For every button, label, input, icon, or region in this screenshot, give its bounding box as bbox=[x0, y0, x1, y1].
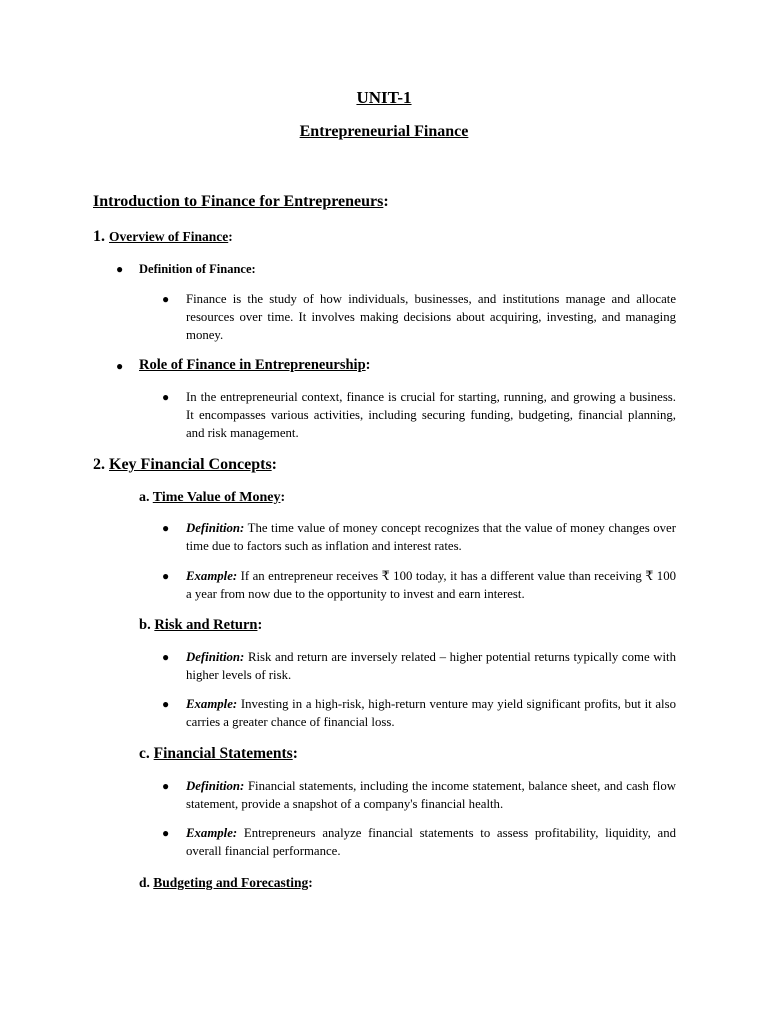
document-title: Entrepreneurial Finance bbox=[299, 123, 469, 140]
subsection-c-colon: : bbox=[292, 745, 298, 762]
intro-heading-text: Introduction to Finance for Entrepreneurs bbox=[93, 193, 384, 210]
definition-label: Definition: bbox=[186, 521, 245, 535]
financial-statements-example-item bbox=[162, 824, 676, 860]
section-2-colon: : bbox=[271, 456, 277, 473]
risk-return-definition-item bbox=[162, 648, 676, 684]
subsection-d-heading bbox=[139, 875, 313, 891]
subsection-b-title: Risk and Return bbox=[154, 617, 258, 633]
subsection-a-colon: : bbox=[280, 490, 286, 505]
subsection-a-prefix: a. bbox=[139, 490, 150, 505]
unit-title: UNIT-1 bbox=[356, 88, 412, 107]
section-2-title: Key Financial Concepts bbox=[109, 456, 272, 473]
role-of-finance-colon: : bbox=[365, 357, 371, 373]
subsection-d-title: Budgeting and Forecasting bbox=[153, 875, 309, 890]
bullet-icon: ● bbox=[162, 390, 170, 404]
risk-return-definition-text: Risk and return are inversely related – higher potential returns typically come with higher levels of risk. bbox=[186, 650, 677, 682]
subsection-b-colon: : bbox=[257, 617, 263, 633]
financial-statements-definition-item bbox=[162, 777, 676, 813]
intro-heading bbox=[93, 193, 389, 211]
time-value-definition-text: The time value of money concept recognizes that the value of money changes over time due to factors such as inflation and interest rates. bbox=[186, 521, 676, 553]
bullet-icon: ● bbox=[162, 826, 170, 840]
section-1-heading bbox=[93, 228, 233, 246]
bullet-icon: ● bbox=[162, 521, 170, 535]
subsection-c-heading bbox=[139, 745, 298, 763]
time-value-definition-item bbox=[162, 519, 676, 555]
bullet-icon: ● bbox=[162, 697, 170, 711]
time-value-example-item bbox=[162, 567, 676, 603]
role-of-finance-text-item bbox=[162, 388, 676, 442]
bullet-icon: ● bbox=[162, 779, 170, 793]
definition-label: Definition: bbox=[186, 779, 245, 793]
subsection-b-prefix: b. bbox=[139, 617, 151, 633]
example-label: Example: bbox=[186, 569, 238, 583]
definition-of-finance-text-item bbox=[162, 290, 676, 344]
definition-of-finance-text: Finance is the study of how individuals, businesses, and institutions manage and allocate resources over time. It involves making decisions about acquiring, investing, and managing money. bbox=[186, 292, 676, 342]
role-of-finance-label: Role of Finance in Entrepreneurship bbox=[139, 357, 366, 373]
subsection-a-title: Time Value of Money bbox=[152, 490, 281, 505]
bullet-icon: ● bbox=[162, 292, 170, 306]
section-2-number: 2. bbox=[93, 456, 105, 473]
definition-of-finance-label: Definition of Finance: bbox=[139, 262, 256, 276]
bullet-icon: ● bbox=[162, 650, 170, 664]
subsection-b-heading bbox=[139, 617, 262, 634]
subsection-c-title: Financial Statements bbox=[153, 745, 293, 762]
financial-statements-definition-text: Financial statements, including the income statement, balance sheet, and cash flow statement, provide a snapshot of a company's financial health. bbox=[186, 779, 676, 811]
section-1-colon: : bbox=[228, 229, 233, 244]
time-value-example-text: If an entrepreneur receives ₹ 100 today, it has a different value than receiving ₹ 100 a year from now due to the opportunity to invest and earn interest. bbox=[186, 569, 676, 601]
example-label: Example: bbox=[186, 697, 238, 711]
example-label: Example: bbox=[186, 826, 238, 840]
bullet-icon: ● bbox=[116, 262, 124, 276]
subsection-d-prefix: d. bbox=[139, 875, 150, 890]
role-of-finance-text: In the entrepreneurial context, finance is crucial for starting, running, and growing a business. It encompasses various activities, including securing funding, budgeting, financial planning, and risk management. bbox=[186, 390, 676, 440]
risk-return-example-item bbox=[162, 695, 676, 731]
subsection-a-heading bbox=[139, 490, 285, 506]
bullet-icon: ● bbox=[162, 569, 170, 583]
definition-label: Definition: bbox=[186, 650, 245, 664]
financial-statements-example-text: Entrepreneurs analyze financial statements to assess profitability, liquidity, and overall financial performance. bbox=[186, 826, 676, 858]
section-2-heading bbox=[93, 456, 277, 474]
subsection-c-prefix: c. bbox=[139, 745, 150, 762]
risk-return-example-text: Investing in a high-risk, high-return venture may yield significant profits, but it also carries a greater chance of financial loss. bbox=[186, 697, 676, 729]
bullet-icon: ● bbox=[116, 359, 124, 373]
intro-heading-colon: : bbox=[383, 193, 389, 210]
subsection-d-colon: : bbox=[308, 875, 313, 890]
section-1-title: Overview of Finance bbox=[109, 229, 229, 244]
section-1-number: 1. bbox=[93, 228, 105, 245]
